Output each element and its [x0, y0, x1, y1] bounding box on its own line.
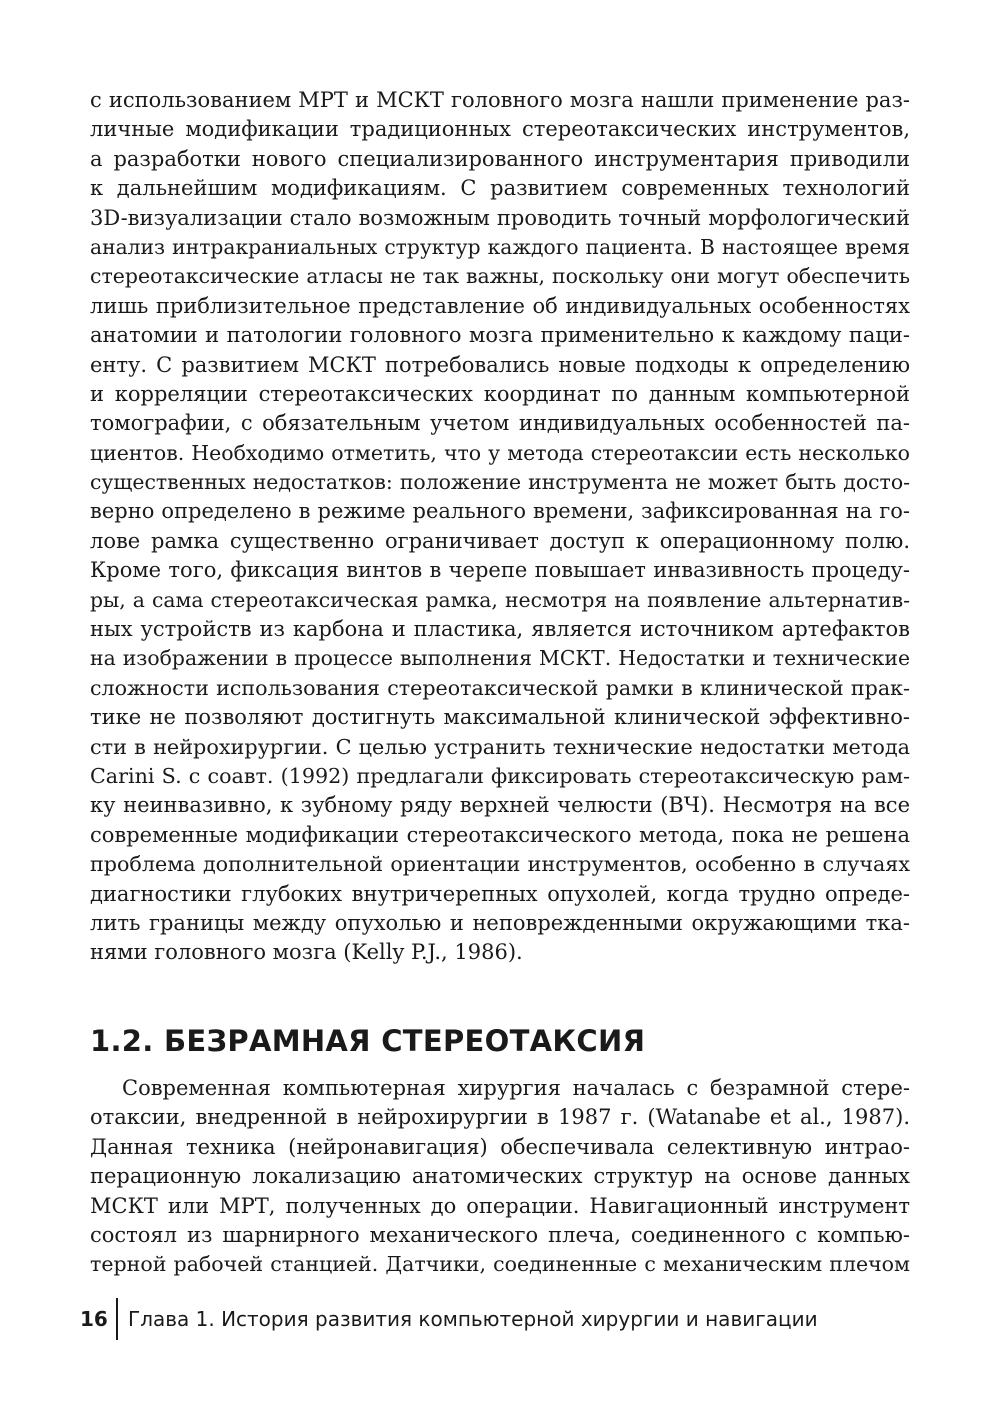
text-line: МСКТ или МРТ, полученных до операции. Навигационный инструмент — [90, 1193, 910, 1218]
text-line: Данная техника (нейронавигация) обеспечивала селективную интрао- — [90, 1134, 910, 1159]
text-line: Современная компьютерная хирургия началась с безрамной стере- — [122, 1076, 910, 1100]
text-line: 3D-визуализации стало возможным проводить точный морфологический — [90, 205, 910, 230]
text-line: верно определено в режиме реального времени, зафиксированная на го- — [90, 499, 910, 524]
body-paragraph-1 — [90, 86, 910, 968]
body-paragraph-2 — [90, 1074, 910, 1280]
text-line: и корреляции стереотаксических координат по данным компьютерной — [90, 381, 910, 406]
text-line: анализ интракраниальных структур каждого пациента. В настоящее время — [90, 234, 910, 259]
text-line: лове рамка существенно ограничивает доступ к операционному полю. — [90, 528, 910, 553]
page-footer — [80, 1298, 818, 1340]
section-heading: 1.2. БЕЗРАМНАЯ СТЕРЕОТАКСИЯ — [90, 1024, 646, 1058]
text-line: анатомии и патологии головного мозга применительно к каждому паци- — [90, 323, 910, 348]
text-line: ных устройств из карбона и пластика, является источником артефактов — [90, 617, 910, 642]
text-line: тике не позволяют достигнуть максимальной клинической эффективно- — [90, 705, 910, 730]
text-line: существенных недостатков: положение инструмента не может быть досто- — [90, 470, 910, 495]
text-line: сти в нейрохирургии. С целью устранить технические недостатки метода — [90, 734, 910, 759]
text-line: томографии, с обязательным учетом индивидуальных особенностей па- — [90, 411, 910, 436]
text-line: ры, а сама стереотаксическая рамка, несмотря на появление альтернатив- — [90, 587, 910, 612]
text-line: ку неинвазивно, к зубному ряду верхней челюсти (ВЧ). Несмотря на все — [90, 793, 910, 818]
text-line: с использованием МРТ и МСКТ головного мозга нашли применение раз- — [90, 88, 910, 112]
text-line: нями головного мозга (Kelly P.J., 1986). — [90, 940, 523, 965]
text-line: состоял из шарнирного механического плеча, соединенного с компью- — [90, 1222, 910, 1247]
text-line: лишь приблизительное представление об индивидуальных особенностях — [90, 293, 910, 318]
text-line: к дальнейшим модификациям. С развитием современных технологий — [90, 176, 910, 201]
text-line: на изображении в процессе выполнения МСКТ. Недостатки и технические — [90, 646, 910, 671]
text-line: терной рабочей станцией. Датчики, соединенные с механическим плечом — [90, 1252, 910, 1277]
text-line: диагностики глубоких внутричерепных опухолей, когда трудно опреде- — [90, 881, 910, 906]
text-line: сложности использования стереотаксической рамки в клинической прак- — [90, 675, 910, 700]
text-line: проблема дополнительной ориентации инструментов, особенно в случаях — [90, 852, 910, 877]
page-number: 16 — [80, 1307, 108, 1331]
text-line: современные модификации стереотаксического метода, пока не решена — [90, 822, 910, 847]
footer-divider — [116, 1298, 118, 1340]
text-line: личные модификации традиционных стереотаксических инструментов, — [90, 117, 910, 142]
text-line: стереотаксические атласы не так важны, поскольку они могут обеспечить — [90, 264, 910, 289]
text-line: перационную локализацию анатомических структур на основе данных — [90, 1164, 910, 1189]
text-line: циентов. Необходимо отметить, что у метода стереотаксии есть несколько — [90, 440, 910, 465]
text-line: енту. С развитием МСКТ потребовались новые подходы к определению — [90, 352, 910, 377]
running-title: Глава 1. История развития компьютерной хирургии и навигации — [128, 1307, 818, 1331]
text-line: Кроме того, фиксация винтов в черепе повышает инвазивность процеду- — [90, 558, 910, 583]
text-line: отаксии, внедренной в нейрохирургии в 1987 г. (Watanabe et al., 1987). — [90, 1105, 910, 1130]
text-line: а разработки нового специализированного инструментария приводили — [90, 146, 910, 171]
text-line: Carini S. с соавт. (1992) предлагали фиксировать стереотаксическую рам- — [90, 763, 910, 788]
text-line: лить границы между опухолью и неповрежденными окружающими тка- — [90, 910, 910, 935]
